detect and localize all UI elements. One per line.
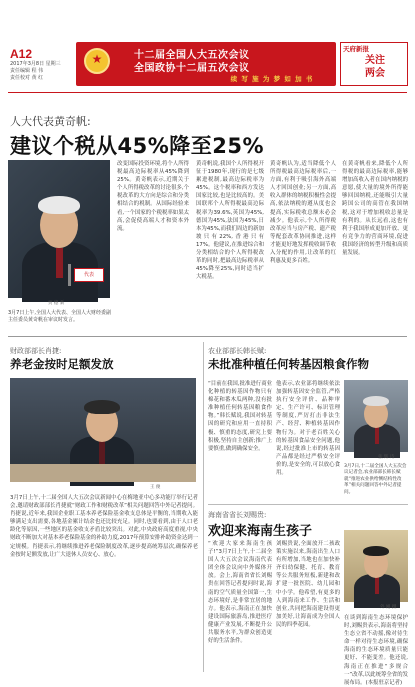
newspaper-brand: 天府新报 [343, 45, 369, 53]
story4-column-2: 刘赐贵说,全面放开二孩政策实施以来,海南出生人口有所增加,当地也在加快补齐妇幼保健、托育、教育等公共服务短板,新建和改扩建一批医院、幼儿园和中小学。他希望,有更多的人到海南来工作、生活和创业,共同把海南建设得更加美好,让海南成为全国人民的四季花园。 [276, 541, 340, 628]
lead-headline: 建议个税从45%降至25% [10, 134, 265, 158]
story-divider [208, 504, 408, 505]
lead-photo [8, 160, 110, 298]
lead-kicker: 人大代表黄奇帆: [10, 115, 91, 128]
story3-column-2: 他表示,农业部将继续依法加强转基因安全监管,严格执行安全评价、品种审定、生产许可、标识管理等制度,严厉打击非法生产、经营、种植转基因作物行为。对于老百姓关心的转基因食品安全问题,他说,经过批准上市的转基因产品都是经过严格安全评价的,是安全的,可以放心食用。 [276, 381, 340, 477]
story2-kicker: 财政部部长肖捷: [10, 347, 62, 355]
story4-column-3: 在谈到海南生态环境保护时,刘赐贵表示,海南将坚持生态立省不动摇,像对待生命一样对待生态环境,确保海南的生态环境质量只能更好、不能变差。他还说,海南正在推进“多规合一”改革,以此统筹全省的发展布局。(本报驻京记者) [344, 615, 408, 686]
banner-cppcc-title: 全国政协十二届五次会议 [134, 63, 250, 74]
story2-headline: 养老金按时足额发放 [10, 357, 114, 371]
story2-photo-credit: 王 俊 [150, 485, 161, 490]
section-rule [8, 336, 407, 337]
header-rule [8, 92, 407, 93]
lead-column-3: 黄奇帆认为,适当降低个人所得税最高边际税率后,一方面,有利于吸引海外高端人才回国创业;另一方面,高收入群体的纳税积极性会提高,依法纳税的遵从度也会提高,实际税收总额未必会减少。他表示,个人所得税改革应当与房产税、遗产税等配套改革协同推进,这样才能更好地发挥税收调节收入分配的作用,让改革的红利惠及更多百姓。 [270, 161, 336, 265]
story3-photo [344, 380, 408, 452]
star-icon: ★ [91, 52, 103, 66]
story4-column-1: “欢迎大家来海南生孩子!”3月7日上午,十二届全国人大五次会议海南代表团全体会议向中外媒体开放。会上,海南省省长刘赐贵在回答记者提问时说,海南的空气质量全国第一,生态环境好,是非常宜居的地方。他表示,海南正在加快建设国际旅游岛,推进医疗健康产业发展,不断提升公共服务水平,为群众创造更好的生活条件。 [208, 541, 272, 645]
story4-photo [344, 530, 408, 602]
lead-column-2: 黄奇帆说,我国个人所得税开征于1980年,现行的是七级累进税制,最高边际税率为45%。这个税率和西方发达国家比较,也是比较高的。美国联邦个人所得税最高边际税率为39.6%,英国为45%,德国为45%,法国为45%,日本为45%,而我们周边的新加坡只有22%,香港只有17%。他建议,在推进综合和分类相结合的个人所得税改革的同时,把最高边际税率从45%降至25%,同时适当扩大税基。 [196, 161, 264, 281]
story4-headline: 欢迎来海南生孩子 [208, 524, 313, 539]
story3-photo-caption: 3月7日,十二届全国人大五次会议记者会,农业部部长韩长赋就“推进农业供给侧结构性改革”相关问题回答中外记者提问。 [344, 464, 407, 495]
story3-headline: 未批准种植任何转基因粮食作物 [208, 357, 369, 371]
story2-photo [10, 378, 196, 482]
edition-meta [10, 61, 61, 82]
column-divider [203, 342, 204, 672]
lead-photo-credit: 贾 德 新 [48, 301, 65, 306]
story3-photo-credit: 张 辉 诗 [378, 455, 395, 460]
lead-column-4: 在黄奇帆看来,降低个人所得税的最高边际税率,能够增加高收入者在国内纳税的意愿,使大量的境外所得能够回国纳税,还能吸引大量跨国公司的高管在我国纳税,这对于增加税收总量是有利的。从长远看,这也有利于我国形成更加开放、更有竞争力的营商环境,促进我国经济的转型升级和高质量发展。 [342, 161, 408, 257]
nameplate: 代表 [74, 268, 104, 282]
story3-column-1: “目前在我国,批准进行商业化种植的转基因作物只有棉花和番木瓜两种,没有批准种植任何转基因粮食作物。”韩长赋说,我国对转基因的研究和应用一直持积极、慎重的态度,研究上要积极,坚持自主创新;推广上要慎重,做到确保安全。 [208, 381, 272, 452]
meta-editor: 责任编辑 程 伟 [10, 68, 44, 74]
banner-npc-title: 十二届全国人大五次会议 [134, 50, 250, 61]
story4-kicker: 海南省省长刘赐贵: [208, 511, 267, 519]
banner-slogan: 续 写 施 为 梦 如 加 书 [230, 75, 314, 83]
story4-photo-credit: 外 刚 摄 [380, 605, 397, 610]
page-number: A12 [10, 47, 33, 61]
lead-column-1: 改变国际投资环境,将个人所得税最高边际税率从45%降到25%。黄奇帆表示,近期关于个人所得税改革的讨论很多,个税改革的大方向是综合和分类相结合的税制。从国际经验来看,一个国家的个税税率如果太高,会促使高端人才和资本外流。 [117, 161, 189, 232]
story3-kicker: 农业部部长韩长赋: [208, 347, 267, 355]
meta-proofreader: 责任校对 黄 红 [10, 75, 44, 81]
meta-date: 2017年3月8日 星期三 [10, 61, 61, 67]
page-header [0, 0, 415, 88]
story2-body: 3月7日上午,十二届全国人大五次会议新闻中心在梅地亚中心多功能厅举行记者会,邀请财政部部长肖捷就“财政工作和财税改革”相关问题回答中外记者提问。肖捷说,近年来,我国企业职工基本养老保险基金收支总体是平衡的,当期收入能够满足支出需要,各地基金累计结余也还比较充足。同时,也要看到,由于人口老龄化等原因,一些地区的基金收支矛盾比较突出。对此,中央政府高度重视,中央财政不断加大对基本养老保险基金的补助力度,2017年预算安排补助资金达到一定规模。肖捷表示,将继续推进养老保险制度改革,逐步提高统筹层次,确保养老金按时足额发放,让广大退休人员安心、放心。 [10, 495, 198, 558]
section-title: 关注 两会 [365, 55, 385, 79]
lead-photo-caption: 3月7日上午,全国人大代表、全国人大财经委副主任委员黄奇帆在审议时发言。 [8, 310, 111, 323]
